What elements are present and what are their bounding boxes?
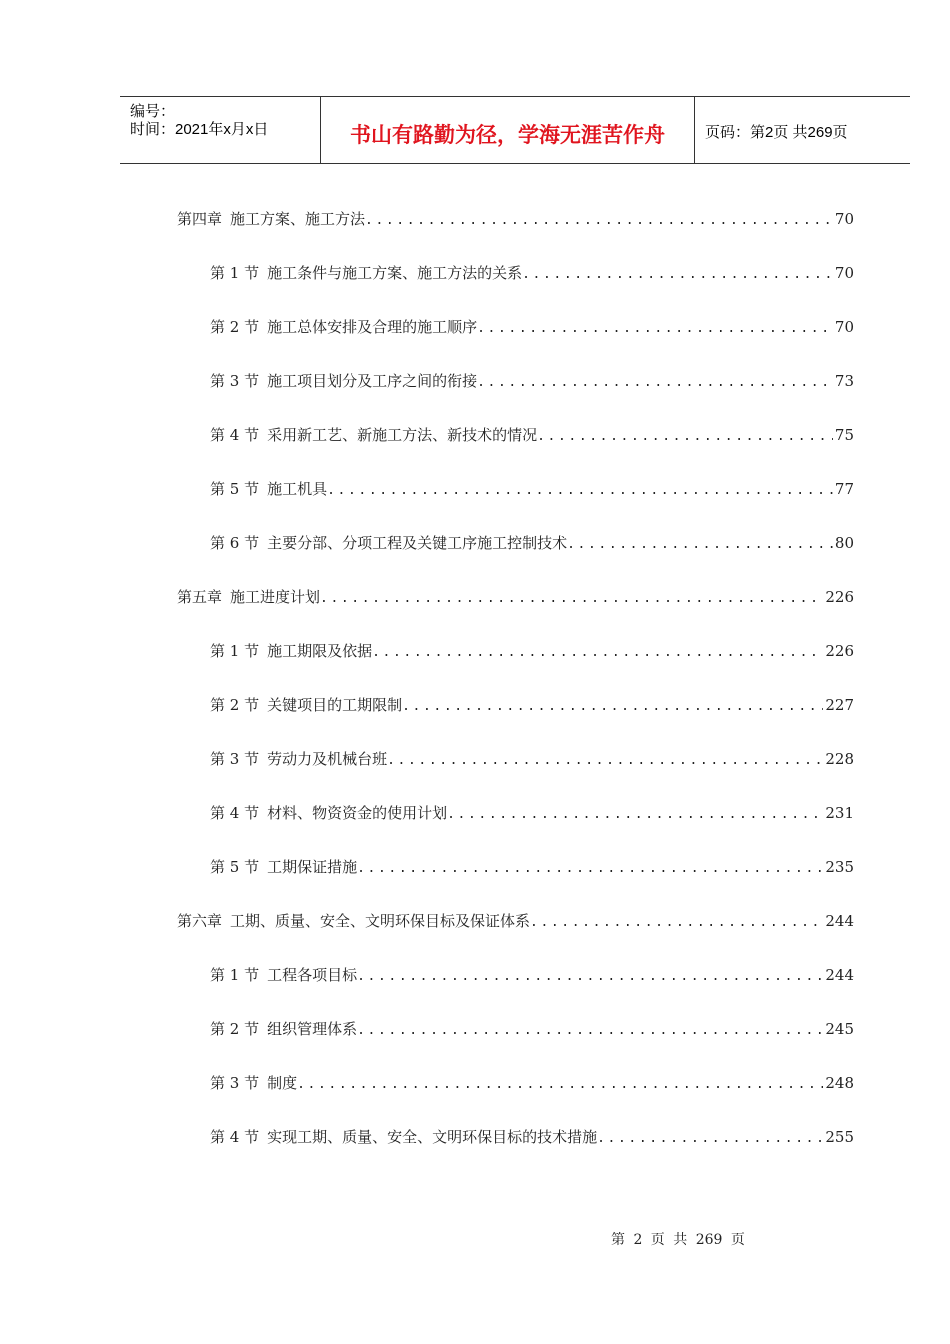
toc-dot-leader (320, 588, 823, 610)
toc-dot-leader (477, 318, 833, 340)
toc-entry-page: 75 (834, 426, 854, 444)
toc-entry-title: 施工机具 (267, 480, 328, 498)
toc-chapter-entry[interactable] (177, 208, 854, 230)
header-motto-cell (321, 97, 695, 163)
serial-label: 编号： (130, 103, 176, 120)
toc-entry-title: 实现工期、质量、安全、文明环保目标的技术措施 (267, 1128, 598, 1146)
toc-dot-leader (357, 858, 823, 880)
toc-entry-page: 245 (825, 1020, 854, 1038)
toc-entry-title: 关键项目的工期限制 (267, 696, 403, 714)
toc-entry-page: 227 (825, 696, 854, 714)
toc-section-entry[interactable] (210, 316, 854, 338)
toc-entry-page: 70 (834, 264, 854, 282)
toc-entry-page: 255 (825, 1128, 854, 1146)
toc-entry-number: 第 1 节 (210, 966, 260, 984)
toc-dot-leader (372, 642, 823, 664)
toc-entry-title: 施工进度计划 (230, 588, 321, 606)
toc-entry-number: 第 4 节 (210, 1128, 260, 1146)
toc-entry-page: 70 (834, 318, 854, 336)
toc-entry-page: 226 (825, 642, 854, 660)
toc-chapter-entry[interactable] (177, 910, 854, 932)
toc-dot-leader (327, 480, 833, 502)
header-page-cell (695, 97, 910, 163)
toc-entry-page: 70 (834, 210, 854, 228)
toc-section-entry[interactable] (210, 694, 854, 716)
toc-entry-title: 工期、质量、安全、文明环保目标及保证体系 (230, 912, 531, 930)
toc-dot-leader (537, 426, 833, 448)
toc-section-entry[interactable] (210, 370, 854, 392)
toc-entry-title: 施工总体安排及合理的施工顺序 (267, 318, 478, 336)
toc-entry-number: 第 2 节 (210, 696, 260, 714)
toc-entry-number: 第 1 节 (210, 642, 260, 660)
toc-entry-title: 施工方案、施工方法 (230, 210, 366, 228)
toc-dot-leader (365, 210, 833, 232)
toc-entry-number: 第 4 节 (210, 426, 260, 444)
toc-entry-number: 第 3 节 (210, 372, 260, 390)
toc-entry-title: 劳动力及机械台班 (267, 750, 388, 768)
toc-entry-page: 231 (825, 804, 854, 822)
toc-entry-title: 施工条件与施工方案、施工方法的关系 (267, 264, 523, 282)
toc-section-entry[interactable] (210, 478, 854, 500)
toc-entry-number: 第 4 节 (210, 804, 260, 822)
toc-entry-title: 组织管理体系 (267, 1020, 358, 1038)
toc-section-entry[interactable] (210, 532, 854, 554)
toc-entry-title: 施工期限及依据 (267, 642, 373, 660)
toc-entry-page: 73 (834, 372, 854, 390)
page-info: 页码：第2页 共269页 (705, 124, 848, 141)
toc-section-entry[interactable] (210, 856, 854, 878)
toc-entry-number: 第 2 节 (210, 318, 260, 336)
toc-entry-page: 77 (834, 480, 854, 498)
toc-dot-leader (477, 372, 833, 394)
toc-dot-leader (402, 696, 823, 718)
toc-dot-leader (522, 264, 833, 286)
toc-section-entry[interactable] (210, 1072, 854, 1094)
toc-dot-leader (357, 966, 823, 988)
toc-entry-number: 第六章 (177, 912, 223, 930)
toc-entry-page: 80 (834, 534, 854, 552)
time-label: 时间：2021年x月x日 (130, 121, 269, 138)
toc-entry-title: 主要分部、分项工程及关键工序施工控制技术 (267, 534, 568, 552)
toc-entry-title: 施工项目划分及工序之间的衔接 (267, 372, 478, 390)
toc-entry-page: 226 (825, 588, 854, 606)
toc-entry-number: 第 1 节 (210, 264, 260, 282)
toc-dot-leader (447, 804, 823, 826)
toc-entry-title: 材料、物资资金的使用计划 (267, 804, 448, 822)
toc-section-entry[interactable] (210, 262, 854, 284)
toc-entry-number: 第 5 节 (210, 858, 260, 876)
toc-section-entry[interactable] (210, 1126, 854, 1148)
toc-dot-leader (597, 1128, 823, 1150)
toc-entry-title: 制度 (267, 1074, 298, 1092)
toc-dot-leader (530, 912, 823, 934)
toc-entry-number: 第 6 节 (210, 534, 260, 552)
toc-dot-leader (567, 534, 833, 556)
toc-entry-title: 工期保证措施 (267, 858, 358, 876)
toc-entry-number: 第五章 (177, 588, 223, 606)
page-footer: 第 2 页 共 269 页 (611, 1232, 745, 1248)
toc-dot-leader (387, 750, 823, 772)
motto-text: 书山有路勤为径，学海无涯苦作舟 (350, 123, 665, 147)
toc-section-entry[interactable] (210, 964, 854, 986)
toc-entry-number: 第 3 节 (210, 1074, 260, 1092)
toc-chapter-entry[interactable] (177, 586, 854, 608)
toc-entry-number: 第四章 (177, 210, 223, 228)
toc-entry-page: 244 (825, 912, 854, 930)
toc-dot-leader (297, 1074, 823, 1096)
toc-section-entry[interactable] (210, 1018, 854, 1040)
toc-section-entry[interactable] (210, 424, 854, 446)
toc-entry-page: 248 (825, 1074, 854, 1092)
toc-dot-leader (357, 1020, 823, 1042)
toc-entry-number: 第 2 节 (210, 1020, 260, 1038)
toc-entry-page: 244 (825, 966, 854, 984)
toc-entry-title: 工程各项目标 (267, 966, 358, 984)
toc-entry-number: 第 3 节 (210, 750, 260, 768)
toc-entry-page: 228 (825, 750, 854, 768)
toc-entry-title: 采用新工艺、新施工方法、新技术的情况 (267, 426, 538, 444)
header-meta-cell (120, 97, 321, 163)
toc-section-entry[interactable] (210, 748, 854, 770)
toc-section-entry[interactable] (210, 640, 854, 662)
toc-section-entry[interactable] (210, 802, 854, 824)
toc-entry-number: 第 5 节 (210, 480, 260, 498)
page-header (120, 96, 910, 164)
toc-entry-page: 235 (825, 858, 854, 876)
